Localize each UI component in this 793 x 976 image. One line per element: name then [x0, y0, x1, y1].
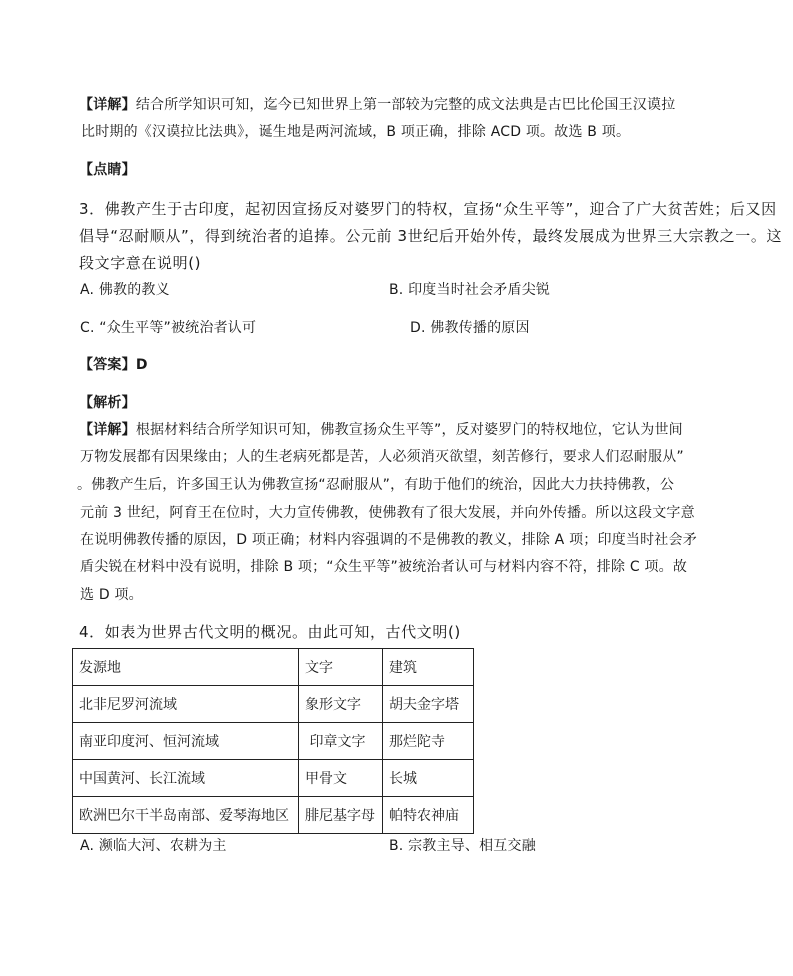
- table-row: [73, 723, 474, 760]
- q4-option-a: A. 濒临大河、农耕为主: [80, 838, 227, 854]
- q3-option-a: A. 佛教的教义: [80, 282, 170, 298]
- q3-stem-line3: 段文字意在说明(): [79, 254, 202, 272]
- q3-detail-line1: [79, 420, 683, 440]
- table-row: [73, 797, 474, 834]
- q2-detail-text1: 结合所学知识可知，迄今已知世界上第一部较为完整的成文法典是古巴比伦国王汉谟拉: [135, 97, 676, 113]
- q3-detail-label: 【详解】: [79, 422, 136, 438]
- q3-detail-line5: 在说明佛教传播的原因，D 项正确；材料内容强调的不是佛教的教义，排除 A 项；印度当时社会矛: [80, 532, 697, 548]
- table-header-row: [73, 649, 474, 686]
- table-cell: 南亚印度河、恒河流域: [73, 723, 299, 760]
- q3-stem-line2: 倡导“忍耐顺从”，得到统治者的追捧。公元前 3世纪后开始外传，最终发展成为世界三大宗教之一。这: [79, 227, 783, 245]
- table-header-cell: 发源地: [73, 649, 299, 686]
- q3-option-b: B. 印度当时社会矛盾尖锐: [389, 282, 551, 298]
- q3-detail-text1: 根据材料结合所学知识可知，佛教宣扬众生平等”，反对婆罗门的特权地位，它认为世间: [135, 422, 683, 438]
- table-cell: 北非尼罗河流域: [73, 686, 299, 723]
- q3-answer-value: D: [135, 357, 148, 373]
- table-cell: 印章文字: [299, 723, 383, 760]
- table-row: [73, 686, 474, 723]
- table-cell: 长城: [383, 760, 474, 797]
- table-header-cell: 文字: [299, 649, 383, 686]
- q3-detail-line7: 选 D 项。: [80, 587, 143, 603]
- table-cell: 欧洲巴尔干半岛南部、爱琴海地区: [73, 797, 299, 834]
- q3-detail-line3: 。佛教产生后，许多国王认为佛教宣扬“忍耐服从”，有助于他们的统治，因此大力扶持佛教，公: [77, 477, 675, 493]
- q2-detail-label: 【详解】: [79, 97, 136, 113]
- q3-analysis-label: 【解析】: [79, 395, 136, 411]
- table-cell: 那烂陀寺: [383, 723, 474, 760]
- q3-option-c: C. “众生平等”被统治者认可: [80, 320, 257, 336]
- q3-answer-line: [79, 355, 148, 375]
- q3-detail-line4: 元前 3 世纪，阿育王在位时，大力宣传佛教，使佛教有了很大发展，并向外传播。所以这段文字意: [80, 505, 695, 521]
- table-cell: 帕特农神庙: [383, 797, 474, 834]
- q3-option-d: D. 佛教传播的原因: [410, 320, 530, 336]
- q3-stem-line1: 3．佛教产生于古印度，起初因宣扬反对婆罗门的特权，宣扬“众生平等”，迎合了广大贫苦姓；后又因: [79, 200, 777, 218]
- table-cell: 腓尼基字母: [299, 797, 383, 834]
- table-header-cell: 建筑: [383, 649, 474, 686]
- table-row: [73, 760, 474, 797]
- q4-option-b: B. 宗教主导、相互交融: [389, 838, 536, 854]
- table-cell: 象形文字: [299, 686, 383, 723]
- table-cell: 甲骨文: [299, 760, 383, 797]
- civilization-table: [72, 648, 474, 834]
- q2-dianjing-label: 【点睛】: [79, 162, 136, 178]
- q2-detail-line2: 比时期的《汉谟拉比法典》，诞生地是两河流域，B 项正确，排除 ACD 项。故选 B 项。: [81, 124, 631, 140]
- q3-detail-line6: 盾尖锐在材料中没有说明，排除 B 项；“众生平等”被统治者认可与材料内容不符，排除 C 项。故: [80, 559, 688, 575]
- table-cell: 中国黄河、长江流域: [73, 760, 299, 797]
- q3-detail-line2: 万物发展都有因果缘由；人的生老病死都是苦，人必须消灭欲望，刻苦修行，要求人们忍耐服从”: [80, 449, 684, 465]
- q2-detail-line1: [79, 95, 675, 115]
- table-cell: 胡夫金字塔: [383, 686, 474, 723]
- q3-answer-label: 【答案】: [79, 357, 136, 373]
- q4-stem: 4．如表为世界古代文明的概况。由此可知，古代文明(): [79, 623, 461, 641]
